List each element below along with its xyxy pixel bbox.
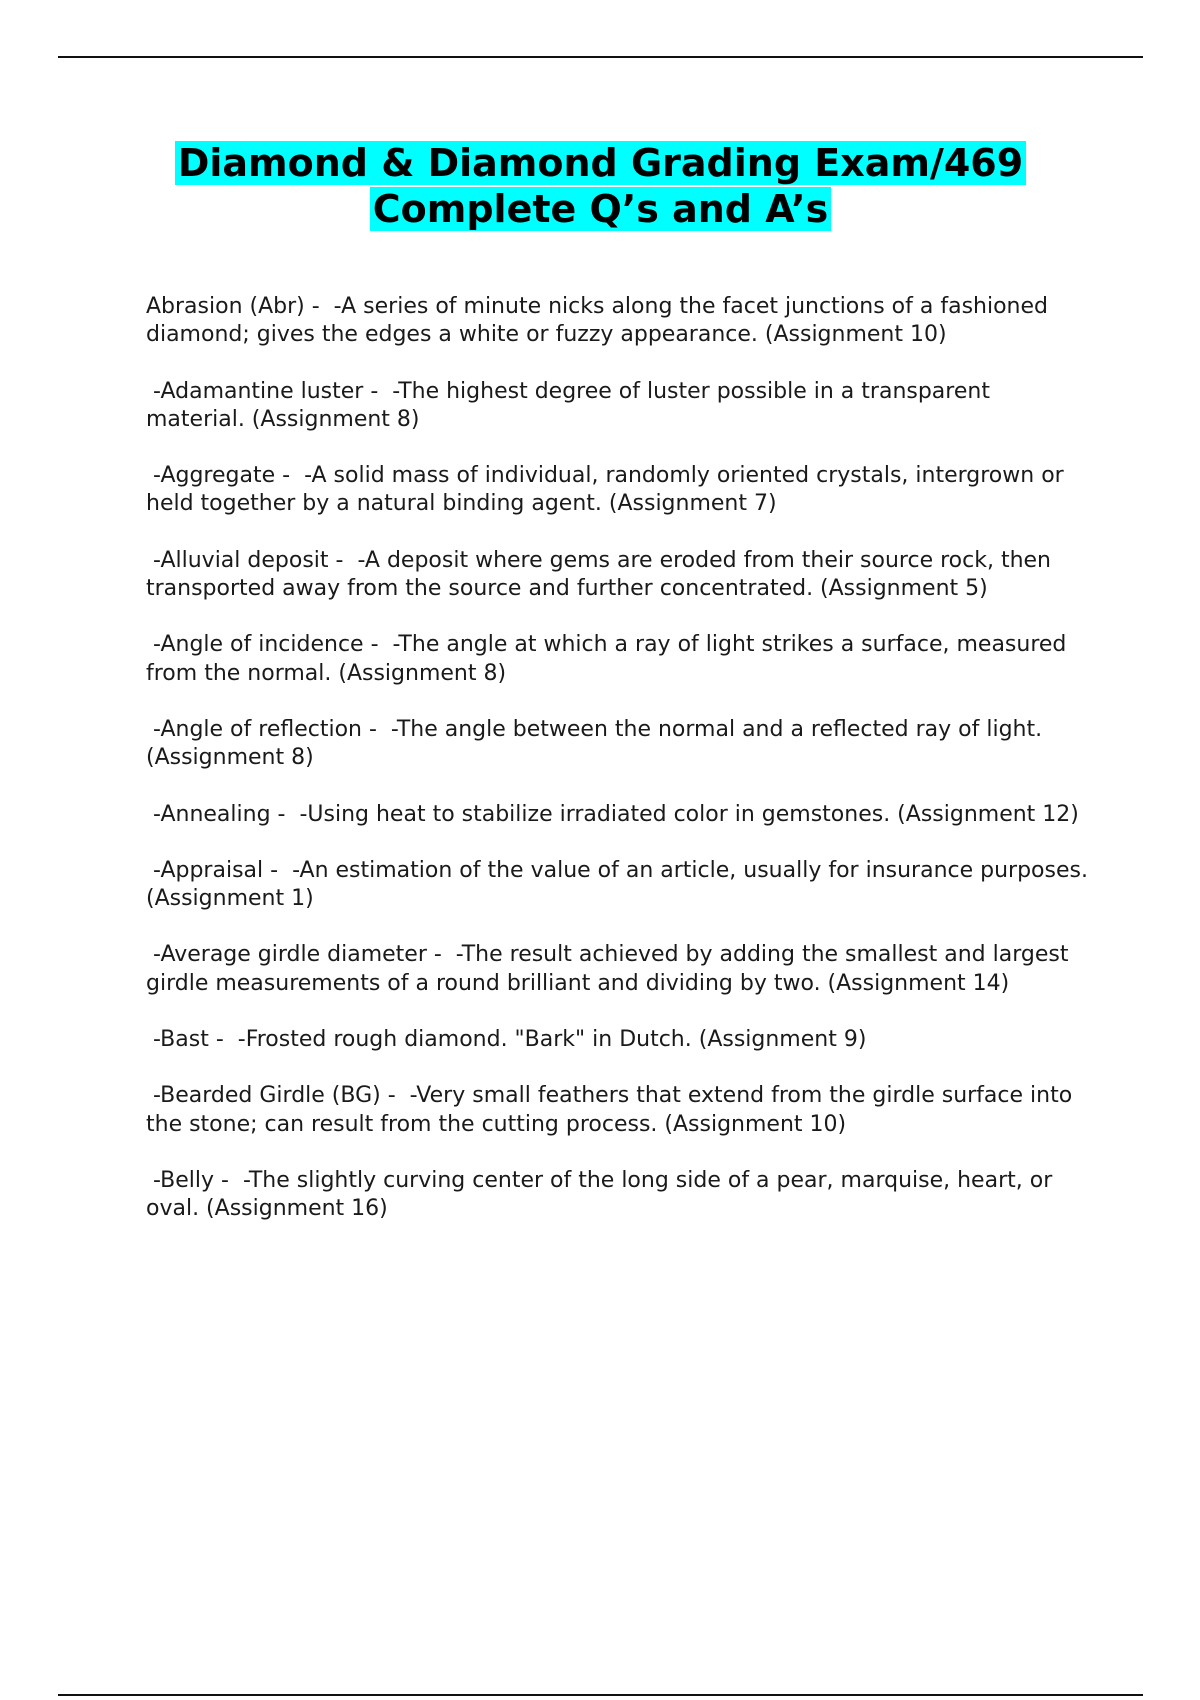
entry-term: -Average girdle diameter bbox=[146, 942, 427, 968]
entry-term: -Aggregate bbox=[146, 463, 276, 489]
entry-term: Abrasion (Abr) bbox=[146, 294, 305, 319]
entry-separator: - bbox=[328, 547, 358, 573]
entry-separator: - bbox=[380, 1083, 410, 1109]
entry-definition: -The angle between the normal and a reflected ray of light. (Assignment 8) bbox=[146, 716, 1050, 771]
entry-term: -Appraisal bbox=[146, 857, 264, 883]
glossary-entry bbox=[146, 547, 1091, 604]
entry-term: -Bearded Girdle (BG) bbox=[146, 1083, 381, 1109]
entry-definition: -The result achieved by adding the smallest and largest girdle measurements of a round brilliant and dividing by two. (Assignment 14) bbox=[146, 942, 1076, 996]
entry-term: -Adamantine luster bbox=[146, 378, 364, 404]
entry-definition: -A deposit where gems are eroded from their source rock, then transported away from the source and further concentrated. (Assignment 5) bbox=[146, 547, 1058, 602]
entry-separator: - bbox=[214, 1167, 243, 1193]
entry-separator: - bbox=[304, 294, 334, 319]
entry-definition: -Very small feathers that extend from the girdle surface into the stone; can result from the cutting process. (Assignment 10) bbox=[146, 1083, 1080, 1137]
entry-definition: -The slightly curving center of the long side of a pear, marquise, heart, or oval. (Assignment 16) bbox=[146, 1167, 1060, 1222]
entry-term: -Annealing bbox=[146, 801, 271, 827]
entry-definition: -A solid mass of individual, randomly oriented crystals, intergrown or held together by a natural binding agent. (Assignment 7) bbox=[146, 463, 1071, 517]
glossary-entry bbox=[146, 941, 1091, 998]
entry-definition: -Frosted rough diamond. "Bark" in Dutch. (Assignment 9) bbox=[237, 1027, 867, 1053]
document-title bbox=[58, 140, 1143, 232]
entry-separator: - bbox=[363, 378, 393, 404]
entry-definition: -The angle at which a ray of light strikes a surface, measured from the normal. (Assignment 8) bbox=[146, 632, 1074, 686]
glossary-entry bbox=[146, 1167, 1091, 1224]
entry-definition: -A series of minute nicks along the facet junctions of a fashioned diamond; gives the edges a white or fuzzy appearance. (Assignment 10) bbox=[146, 294, 1055, 348]
glossary-entry bbox=[146, 631, 1091, 688]
glossary-entry bbox=[146, 1082, 1091, 1139]
entry-term: -Angle of incidence bbox=[146, 632, 364, 658]
glossary-entry bbox=[146, 293, 1091, 350]
entry-separator: - bbox=[361, 716, 391, 742]
entry-term: -Belly bbox=[146, 1167, 215, 1193]
entry-definition: -The highest degree of luster possible in a transparent material. (Assignment 8) bbox=[146, 378, 997, 432]
entry-separator: - bbox=[270, 801, 300, 827]
entry-definition: -Using heat to stabilize irradiated color in gemstones. (Assignment 12) bbox=[299, 801, 1079, 827]
entry-separator: - bbox=[426, 942, 456, 968]
entry-separator: - bbox=[263, 857, 293, 883]
entry-separator: - bbox=[275, 463, 305, 489]
bottom-divider bbox=[58, 1694, 1143, 1696]
entry-term: -Angle of reflection bbox=[146, 716, 362, 742]
glossary-entry bbox=[146, 801, 1091, 829]
entry-separator: - bbox=[208, 1027, 238, 1053]
glossary-entry bbox=[146, 716, 1091, 773]
glossary-entry bbox=[146, 857, 1095, 914]
entry-separator: - bbox=[363, 632, 393, 658]
entry-term: -Alluvial deposit bbox=[146, 547, 329, 573]
glossary-entry bbox=[146, 378, 1091, 435]
entry-term: -Bast bbox=[146, 1027, 209, 1053]
entry-definition: -An estimation of the value of an article, usually for insurance purposes. (Assignment 1) bbox=[146, 857, 1095, 912]
title-line-2: Complete Q’s and A’s bbox=[370, 187, 831, 231]
glossary-entries bbox=[146, 293, 1095, 1252]
top-divider bbox=[58, 56, 1143, 58]
title-line-1: Diamond & Diamond Grading Exam/469 bbox=[175, 141, 1026, 185]
glossary-entry bbox=[146, 1026, 1091, 1054]
glossary-entry bbox=[146, 462, 1091, 519]
